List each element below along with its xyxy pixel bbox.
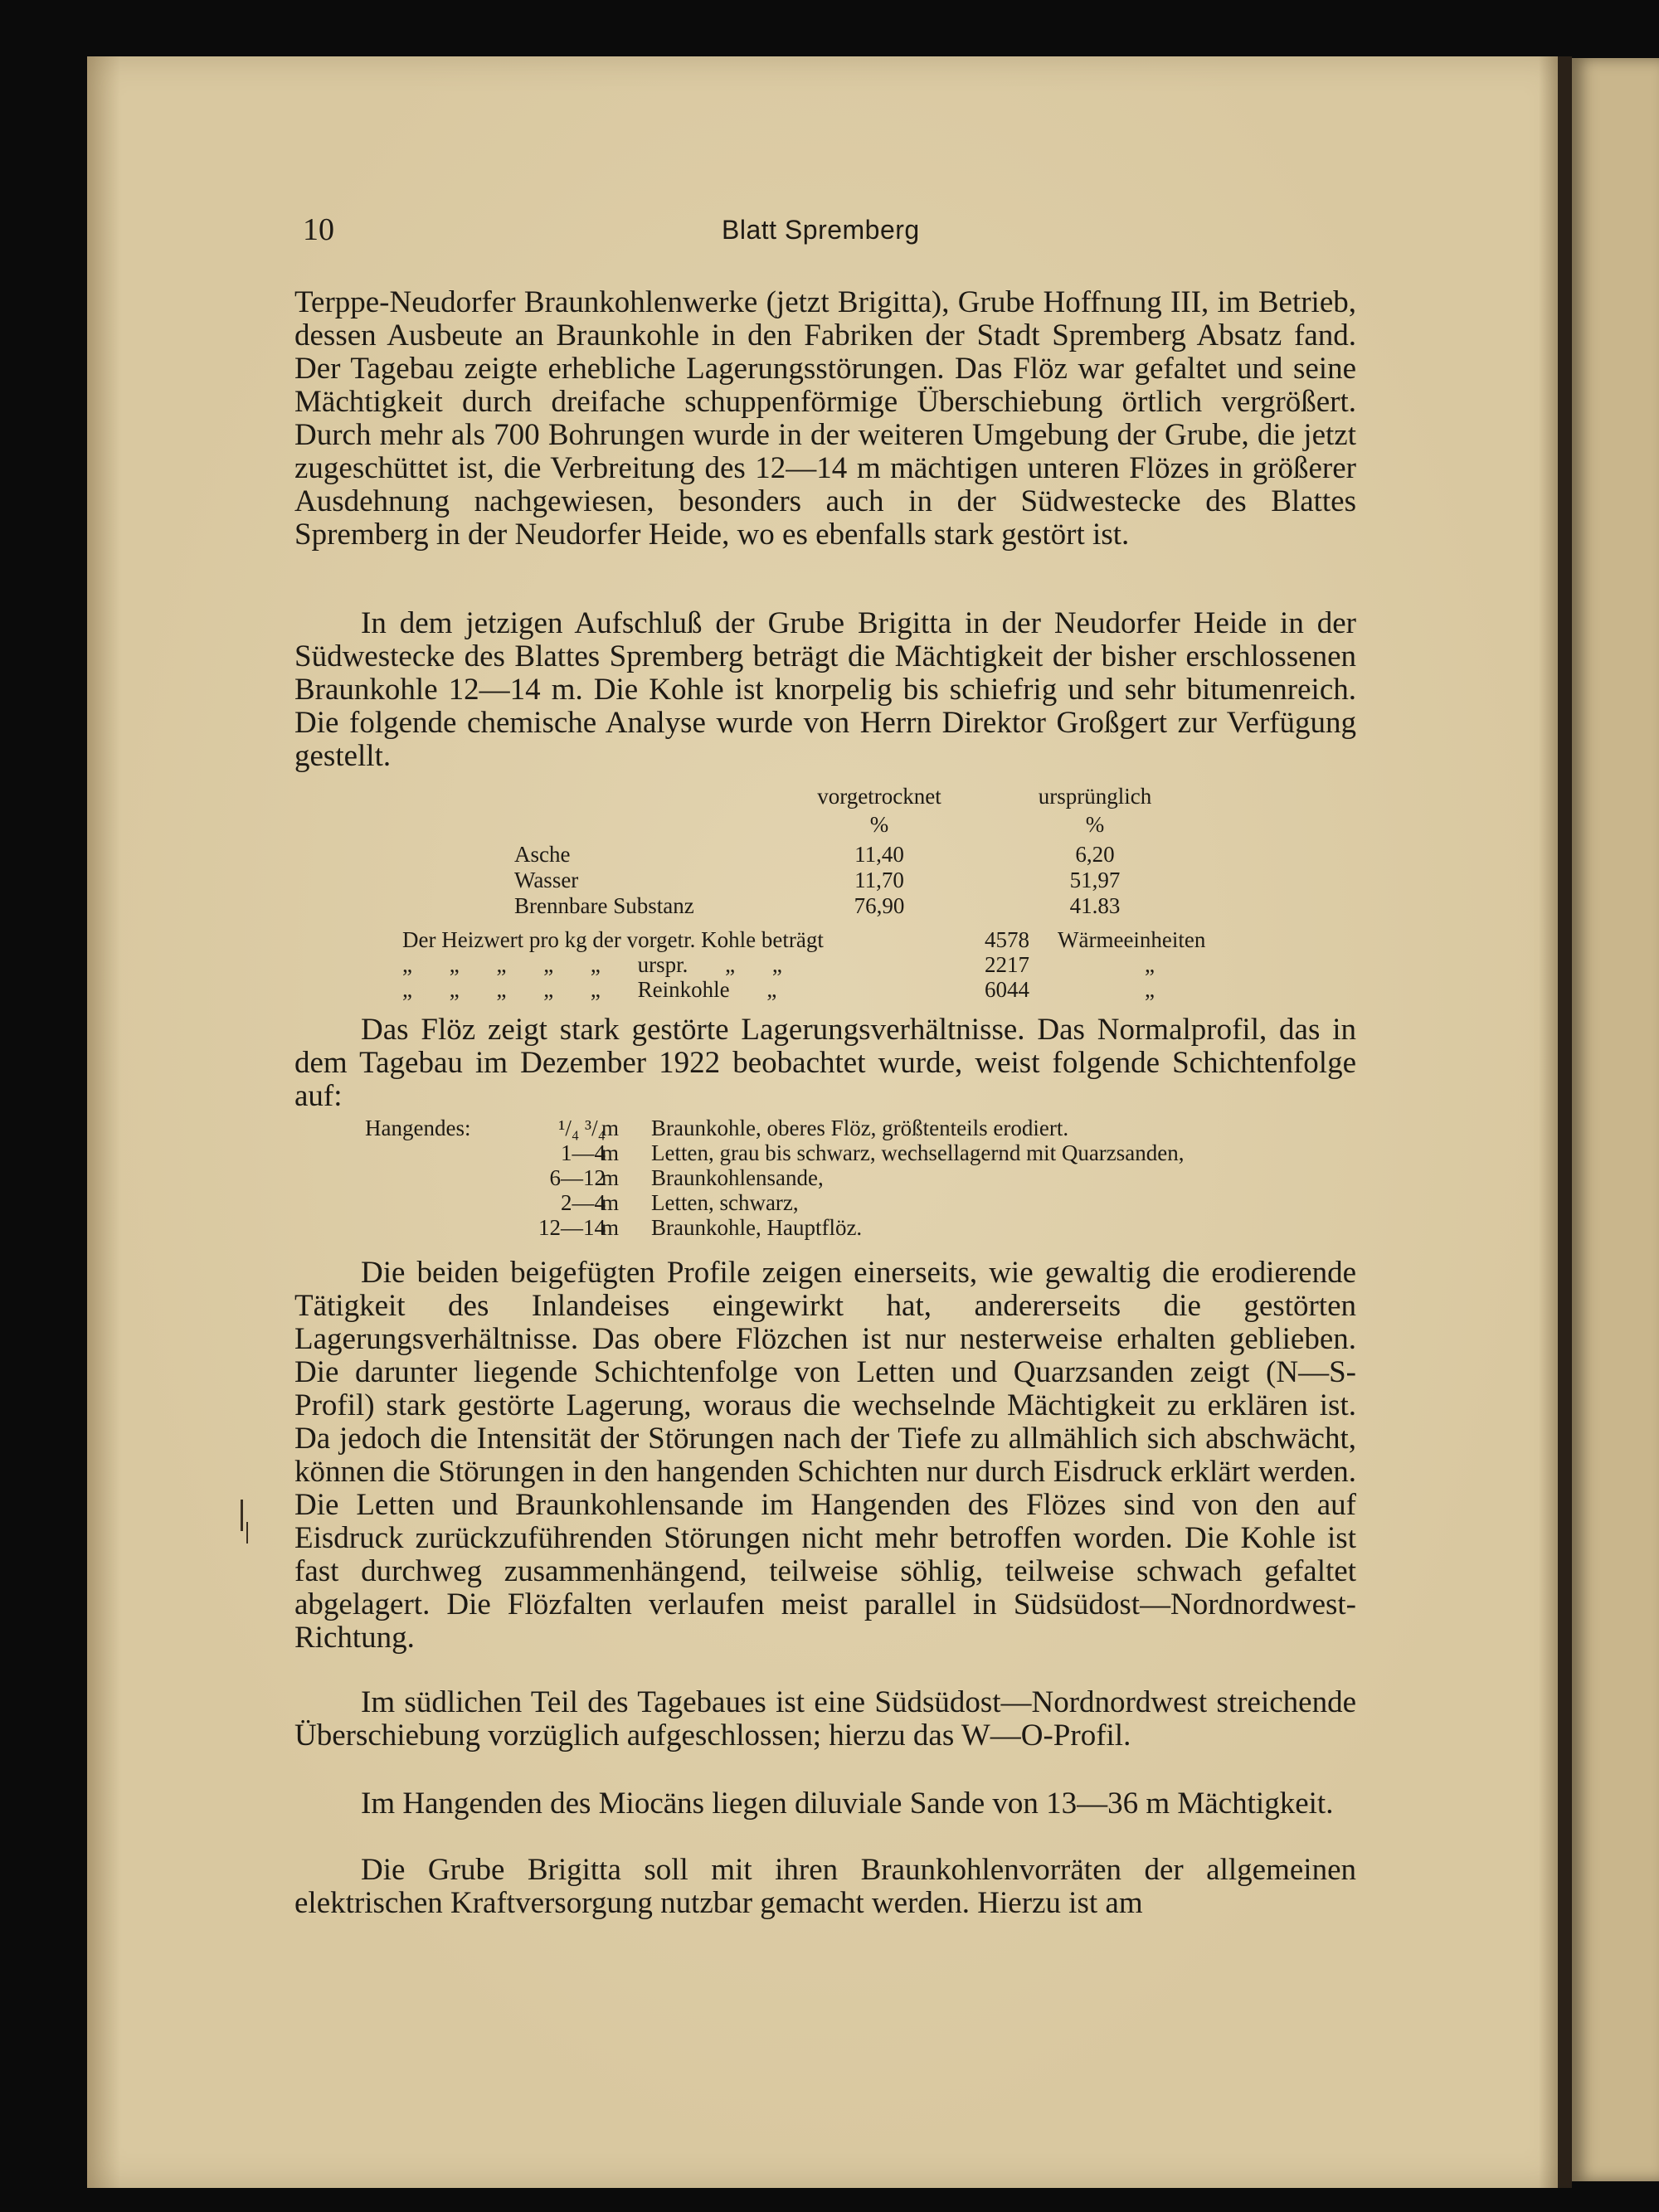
next-page-edge <box>1572 58 1659 2181</box>
heating-unit: Wärmeeinheiten <box>1058 927 1206 952</box>
layer-row <box>365 1116 1360 1140</box>
heating-value: 6044 <box>985 977 1029 1002</box>
paragraph-1 <box>294 286 1356 552</box>
paragraph-text: Im Hangenden des Miocäns liegen diluviale Sande von 13—36 m Mächtigkeit. <box>361 1787 1334 1821</box>
row-label: Brennbare Substanz <box>514 893 694 918</box>
heating-value-table <box>402 927 1240 1002</box>
heating-row <box>402 927 1240 952</box>
layer-thickness: 1—4 <box>561 1140 606 1165</box>
layer-description: Braunkohle, Hauptflöz. <box>651 1215 863 1240</box>
layer-unit: m <box>601 1165 620 1190</box>
layer-prefix: Hangendes: <box>365 1116 471 1140</box>
paragraph-text: Die Grube Brigitta soll mit ihren Braunkohlenvorräten der allgemeinen elektrischen Kraftversorgung nutzbar gemacht werden. Hierzu ist am <box>294 1853 1356 1920</box>
paragraph-text: Terppe-Neudorfer Braunkohlenwerke (jetzt Brigitta), Grube Hoffnung III, im Betrieb, dessen Ausbeute an Braunkohle in den Fabriken der Stadt Spremberg Absatz fand. Der Tagebau zeigte erhebliche Lagerungsstörungen. Das Flöz war gefaltet und seine Mächtigkeit durch dreifache schuppenförmige Überschiebung örtlich vergrößert. Durch mehr als 700 Bohrungen wurde in der weiteren Umgebung der Grube, die jetzt zugeschüttet ist, die Verbreitung des 12—14 m mächtigen unteren Flözes in größerer Ausdehnung nachgewiesen, besonders auch in der Südwestecke des Blattes Spremberg in der Neudorfer Heide, wo es ebenfalls stark gestört ist. <box>294 285 1356 552</box>
layer-row <box>365 1165 1360 1190</box>
heating-description: „ „ „ „ „ Reinkohle „ <box>402 977 777 1002</box>
value-original: 41.83 <box>1069 893 1121 918</box>
paragraph-text: Die beiden beigefügten Profile zeigen einerseits, wie gewaltig die erodierende Tätigkeit des Inlandeises eingewirkt hat, andererseits die gestörten Lagerungsverhältnisse. Das obere Flözchen ist nur nesterweise erhalten geblieben. Die darunter liegende Schichtenfolge von Letten und Quarzsanden zeigt (N—S-Profil) stark gestörte Lagerung, woraus die wechselnde Mächtigkeit zu erklären ist. Da jedoch die Intensität der Störungen nach der Tiefe zu allmählich sich abschwächt, können die Störungen in den hangenden Schichten nur durch Eisdruck erklärt werden. Die Letten und Braunkohlensande im Hangenden des Flözes sind von den auf Eisdruck zurückzuführenden Störungen nicht mehr betroffen worden. Die Kohle ist fast durchweg zusammenhängend, teilweise söhlig, teilweise schwach gefaltet abgelagert. Die Flözfalten verlaufen meist parallel in Südsüdost—Nordnordwest-Richtung. <box>294 1256 1356 1655</box>
layer-sequence <box>365 1116 1360 1240</box>
book-gutter <box>1558 56 1572 2188</box>
layer-thickness: 12—14 <box>538 1215 606 1240</box>
heating-value: 2217 <box>985 952 1029 977</box>
heating-description: Der Heizwert pro kg der vorgetr. Kohle beträgt <box>402 927 824 952</box>
paragraph-6 <box>294 1787 1356 1821</box>
layer-unit: m <box>601 1215 620 1240</box>
chemical-analysis-table <box>514 784 1178 919</box>
layer-unit: m <box>601 1190 620 1215</box>
analysis-row <box>514 893 1178 919</box>
heating-unit: „ <box>1145 977 1155 1002</box>
value-dried: 11,40 <box>854 842 904 867</box>
heating-row <box>402 977 1240 1002</box>
paragraph-7 <box>294 1854 1356 1920</box>
paragraph-5 <box>294 1686 1356 1753</box>
heating-value: 4578 <box>985 927 1029 952</box>
row-label: Asche <box>514 842 571 867</box>
paragraph-text: Das Flöz zeigt stark gestörte Lagerungsverhältnisse. Das Normalprofil, das in dem Tagebau im Dezember 1922 beobachtet wurde, weist folgende Schichtenfolge auf: <box>294 1013 1356 1113</box>
unit-label-original: % <box>1085 812 1105 837</box>
paragraph-4 <box>294 1257 1356 1655</box>
page-number: 10 <box>303 212 334 247</box>
paragraph-text: In dem jetzigen Aufschluß der Grube Brigitta in der Neudorfer Heide in der Südwestecke des Blattes Spremberg beträgt die Mächtigkeit der bisher erschlossenen Braunkohle 12—14 m. Die Kohle ist knorpelig bis schiefrig und sehr bitumenreich. Die folgende chemische Analyse wurde von Herrn Direktor Großgert zur Verfügung gestellt. <box>294 606 1356 773</box>
layer-unit: m <box>601 1116 620 1140</box>
paragraph-3 <box>294 1014 1356 1113</box>
layer-thickness: 6—12 <box>549 1165 606 1190</box>
row-label: Wasser <box>514 868 579 892</box>
paragraph-text: Im südlichen Teil des Tagebaues ist eine Südsüdost—Nordnordwest streichende Überschiebung vorzüglich aufgeschlossen; hierzu das W—O-Profil. <box>294 1685 1356 1753</box>
column-header-original: ursprünglich <box>1038 784 1152 809</box>
layer-row <box>365 1215 1360 1240</box>
layer-description: Braunkohle, oberes Flöz, größtenteils erodiert. <box>651 1116 1069 1140</box>
analysis-row <box>514 868 1178 893</box>
analysis-row <box>514 842 1178 868</box>
analysis-header <box>514 784 1178 842</box>
value-original: 6,20 <box>1075 842 1115 867</box>
value-original: 51,97 <box>1069 868 1121 892</box>
layer-row <box>365 1140 1360 1165</box>
layer-description: Braunkohlensande, <box>651 1165 824 1190</box>
unit-label-dried: % <box>869 812 889 837</box>
value-dried: 11,70 <box>854 868 904 892</box>
heating-row <box>402 952 1240 977</box>
heating-description: „ „ „ „ „ urspr. „ „ <box>402 952 782 977</box>
layer-thickness: ¹/₄ ³/₄ <box>558 1116 606 1140</box>
layer-row <box>365 1190 1360 1215</box>
column-header-dried: vorgetrocknet <box>817 784 941 809</box>
value-dried: 76,90 <box>854 893 905 918</box>
paragraph-2 <box>294 607 1356 773</box>
margin-mark <box>246 1522 248 1544</box>
running-title: Blatt Spremberg <box>722 215 920 245</box>
layer-description: Letten, grau bis schwarz, wechsellagernd mit Quarzsanden, <box>651 1140 1185 1165</box>
layer-description: Letten, schwarz, <box>651 1190 799 1215</box>
layer-thickness: 2—4 <box>561 1190 606 1215</box>
margin-mark <box>241 1500 243 1531</box>
heating-unit: „ <box>1145 952 1155 977</box>
layer-unit: m <box>601 1140 620 1165</box>
page-header <box>303 211 1348 253</box>
